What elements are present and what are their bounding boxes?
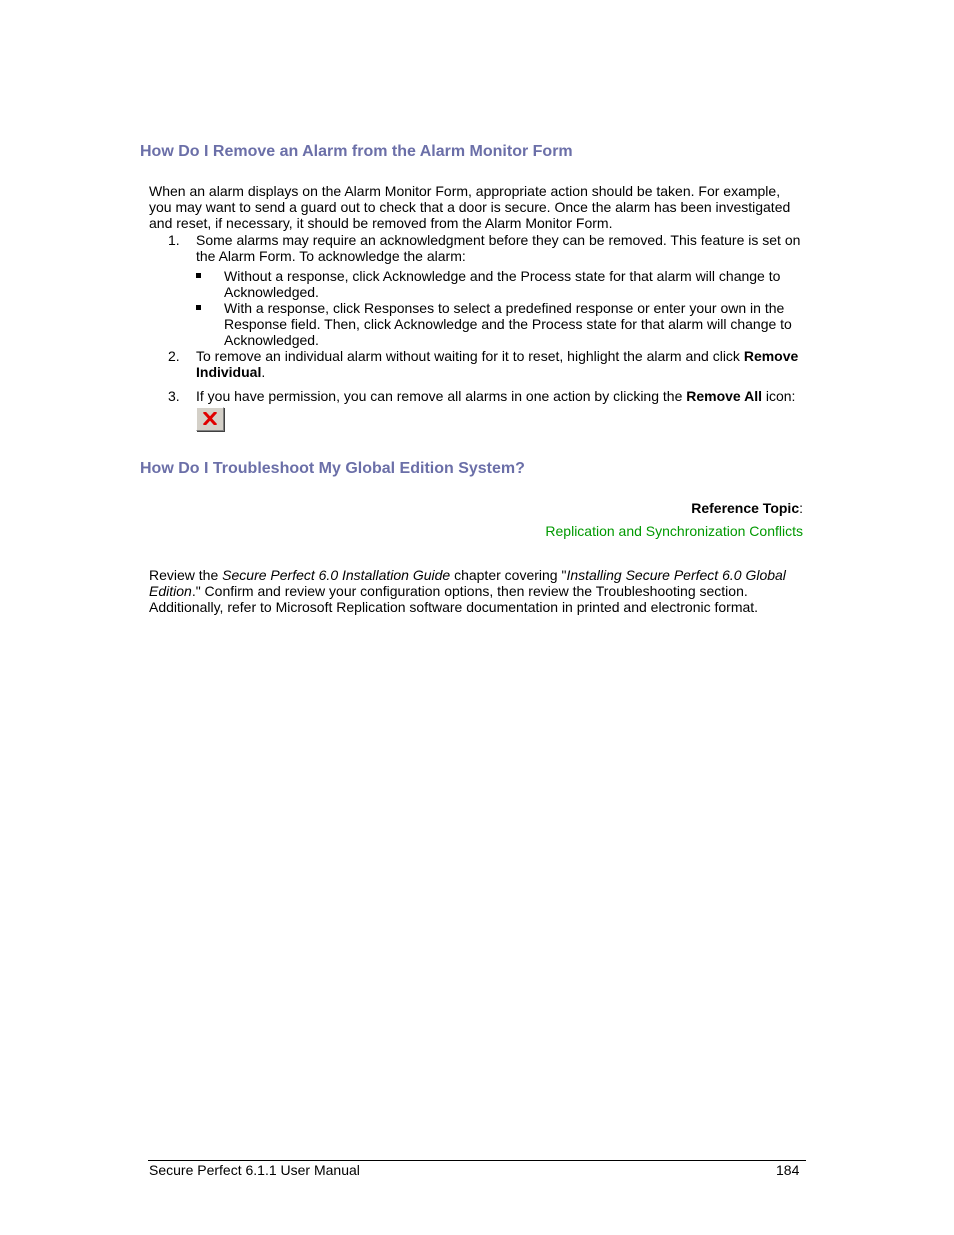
installation-guide-title: Secure Perfect 6.0 Installation Guide <box>222 567 451 583</box>
step-text: To remove an individual alarm without waiting for it to reset, highlight the alarm and click <box>196 348 744 364</box>
step-text-end: icon: <box>761 388 796 404</box>
step-text-end: . <box>261 364 266 380</box>
step-text: Some alarms may require an acknowledgment before they can be removed. This feature is set on the Alarm Form. To acknowledge the alarm: <box>196 232 801 264</box>
reference-topic-text: Reference Topic <box>691 500 800 516</box>
step-number: 1. <box>168 232 180 248</box>
step-text: If you have permission, you can remove all alarms in one action by clicking the <box>196 388 687 404</box>
review-text: ." Confirm and review your configuration options, then review the Troubleshooting section. Additionally, refer to Microsoft Replication software documentation in printed and electronic format. <box>149 583 759 615</box>
steps-list <box>149 232 805 431</box>
remove-all-icon <box>196 407 224 431</box>
step-item-3 <box>149 388 805 431</box>
reference-colon: : <box>799 500 803 516</box>
red-x-icon <box>203 412 217 425</box>
section-heading-remove-alarm: How Do I Remove an Alarm from the Alarm Monitor Form <box>140 143 573 160</box>
review-text: chapter covering " <box>450 567 567 583</box>
review-paragraph <box>149 567 804 615</box>
bullet-item <box>196 268 805 300</box>
footer-manual-title: Secure Perfect 6.1.1 User Manual <box>149 1162 360 1178</box>
bullet-list <box>196 268 805 348</box>
reference-topic-label <box>691 500 803 516</box>
bullet-item <box>196 300 805 348</box>
chapter-title: Installing Secure Perfect 6.0 Global Edition <box>149 567 786 599</box>
square-bullet-icon <box>196 305 201 310</box>
step-number: 2. <box>168 348 180 364</box>
bullet-text: Without a response, click Acknowledge and the Process state for that alarm will change to Acknowledged. <box>224 268 781 300</box>
footer-divider <box>148 1160 806 1161</box>
remove-all-label: Remove All <box>686 388 762 404</box>
reference-link-replication[interactable]: Replication and Synchronization Conflicts <box>545 523 803 539</box>
step-item-1 <box>149 232 805 348</box>
bullet-text: With a response, click Responses to select a predefined response or enter your own in the Response field. Then, click Acknowledge and the Process state for that alarm will change to Acknowledged. <box>224 300 792 348</box>
step-number: 3. <box>168 388 180 404</box>
remove-individual-label: Remove Individual <box>196 348 799 380</box>
step-item-2 <box>149 348 805 380</box>
footer-page-number: 184 <box>776 1162 800 1178</box>
intro-paragraph: When an alarm displays on the Alarm Monitor Form, appropriate action should be taken. For example, you may want to send a guard out to check that a door is secure. Once the alarm has been investigated and reset, if necessary, it should be removed from the Alarm Monitor Form. <box>149 183 791 231</box>
square-bullet-icon <box>196 273 201 278</box>
section-heading-troubleshoot: How Do I Troubleshoot My Global Edition System? <box>140 460 525 477</box>
review-text: Review the <box>149 567 223 583</box>
